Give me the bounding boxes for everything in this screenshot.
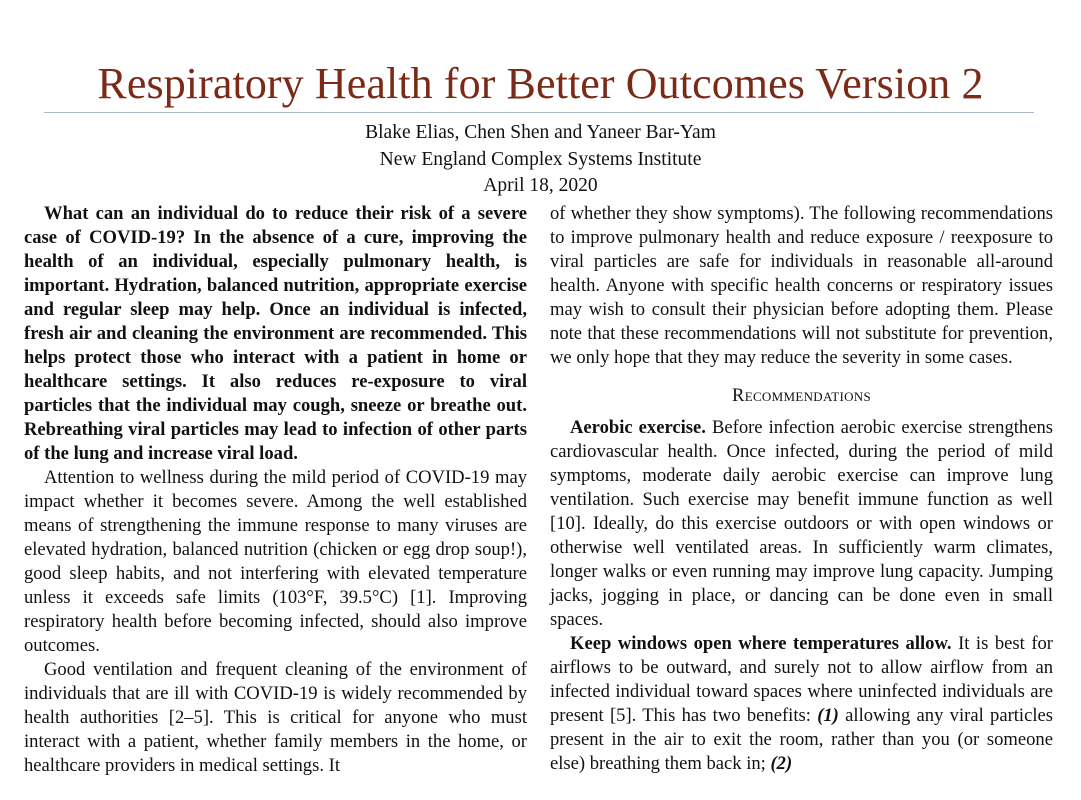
aerobic-text: Before infection aerobic exercise strengthens cardiovascular health. Once infected, during the period of mild symptoms, moderate daily aerobic exercise can improve lung ventilation. Such exercise may benefit immune function as well [10]. Ideally, do this exercise outdoors or with open windows or otherwise well ventilated areas. In sufficiently warm climates, longer walks or even running may improve lung capacity. Jumping jacks, jogging in place, or dancing can be done even in small spaces.	[550, 417, 1053, 630]
windows-text-b: allowing any viral particles present in the air to exit the room, rather than you (or someone else) breathing them back in;	[550, 705, 1054, 774]
aerobic-paragraph	[550, 416, 1053, 632]
paper-title: Respiratory Health for Better Outcomes Version 2	[97, 59, 984, 108]
body-paragraph-continued: of whether they show symptoms). The following recommendations to improve pulmonary health and reduce exposure / reexposure to viral particles are safe for individuals in reasonable all-around health. Anyone with specific health concerns or respiratory issues may wish to consult their physician before adopting them. Please note that these recommendations will not substitute for prevention, we only hope that they may reduce the severity in some cases.	[550, 203, 1053, 368]
windows-marker-2: (2)	[770, 753, 793, 774]
paper-date: April 18, 2020	[483, 175, 598, 196]
section-heading: Recommendations	[732, 385, 871, 406]
windows-text-a: It is best for airflows to be outward, and surely not to allow airflow from an infected individual toward spaces where uninfected individuals are present [5]. This has two benefits:	[550, 633, 1053, 726]
windows-paragraph	[550, 632, 1053, 776]
windows-marker-1: (1)	[817, 705, 839, 726]
body-paragraph-1: Attention to wellness during the mild period of COVID-19 may impact whether it becomes severe. Among the well established means of strengthening the immune response to many viruses are elevated hydration, balanced nutrition (chicken or egg drop soup!), good sleep habits, and not interfering with elevated temperature unless it exceeds safe limits (103°F, 39.5°C) [1]. Improving respiratory health before becoming infected, should also improve outcomes.	[24, 467, 527, 656]
aerobic-lead: Aerobic exercise.	[570, 417, 706, 438]
right-column	[550, 202, 1053, 776]
body-paragraph-2: Good ventilation and frequent cleaning of the environment of individuals that are ill with COVID-19 is widely recommended by health authorities [2–5]. This is critical for anyone who must interact with a patient, whether family members in the home, or healthcare providers in medical settings. It	[24, 659, 527, 776]
paper-authors: Blake Elias, Chen Shen and Yaneer Bar-Yam	[365, 122, 716, 143]
abstract: What can an individual do to reduce their risk of a severe case of COVID-19? In the absence of a cure, improving the health of an individual, especially pulmonary health, is important. Hydration, balanced nutrition, appropriate exercise and regular sleep may help. Once an individual is infected, fresh air and cleaning the environment are recommended. This helps protect those who interact with a patient in home or healthcare settings. It also reduces re-exposure to viral particles that the individual may cough, sneeze or breathe out. Rebreathing viral particles may lead to infection of other parts of the lung and increase viral load.	[24, 203, 527, 464]
title-rule	[44, 112, 1034, 113]
paper-institute: New England Complex Systems Institute	[379, 149, 702, 170]
left-column	[24, 202, 527, 778]
windows-lead: Keep windows open where temperatures allow.	[570, 633, 952, 654]
